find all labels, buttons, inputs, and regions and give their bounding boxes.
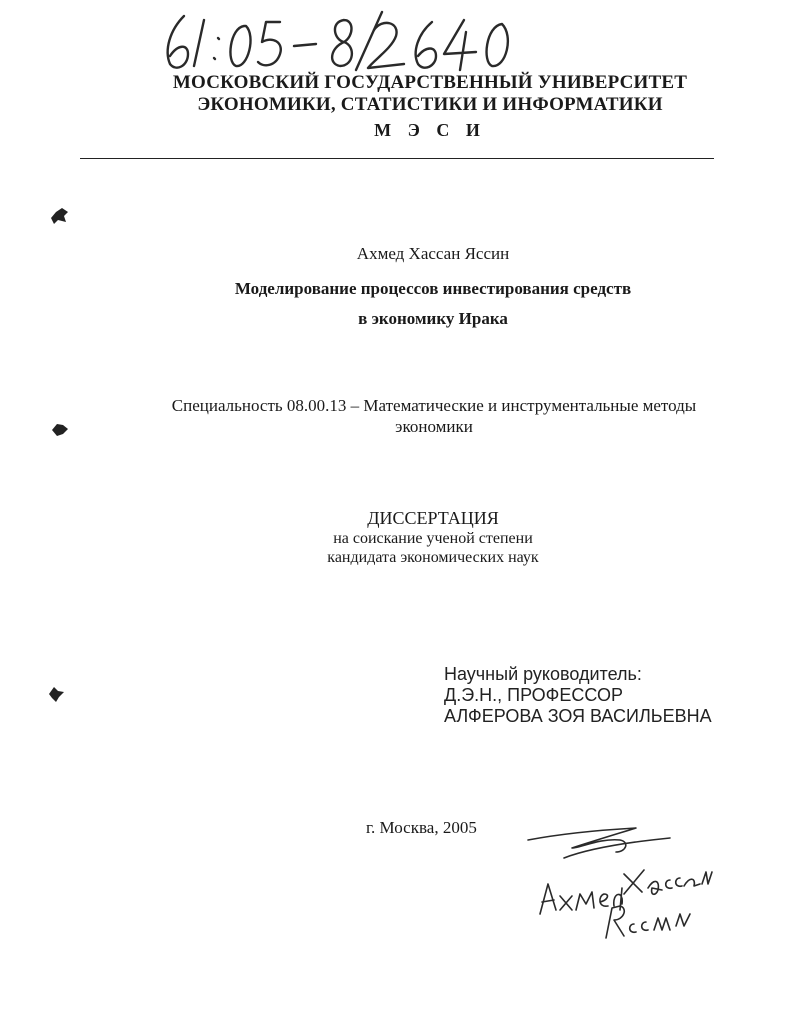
specialty-line-2: экономики [395, 417, 473, 436]
university-name-line-1: МОСКОВСКИЙ ГОСУДАРСТВЕННЫЙ УНИВЕРСИТЕТ [172, 72, 688, 93]
dissertation-title-line-1: Моделирование процессов инвестирования средств [234, 279, 632, 298]
university-name-line-2: ЭКОНОМИКИ, СТАТИСТИКИ И ИНФОРМАТИКИ [197, 94, 663, 115]
author-name: Ахмед Хассан Яссин [356, 244, 510, 263]
university-abbreviation: М Э С И [374, 120, 486, 140]
scan-blot-icon [48, 204, 70, 226]
dissertation-title-line-2: в экономику Ирака [358, 309, 508, 328]
dissertation-heading: ДИССЕРТАЦИЯ [367, 508, 499, 528]
header-divider [80, 158, 714, 159]
city-and-year: г. Москва, 2005 [366, 818, 477, 837]
author-signature [520, 818, 720, 948]
specialty-line-1: Специальность 08.00.13 – Математические и инструментальные методы [171, 396, 697, 415]
degree-purpose-line-1: на соискание ученой степени [333, 530, 533, 547]
specialty [150, 395, 718, 437]
scan-blot-icon [50, 420, 70, 440]
advisor-label: Научный руководитель: [444, 664, 642, 684]
scan-blot-icon [46, 684, 66, 704]
degree-purpose-line-2: кандидата экономических наук [327, 549, 539, 566]
handwritten-catalogue-code [160, 6, 520, 76]
advisor-name: АЛФЕРОВА ЗОЯ ВАСИЛЬЕВНА [444, 706, 712, 726]
advisor-degree: Д.Э.Н., ПРОФЕССОР [444, 685, 623, 705]
